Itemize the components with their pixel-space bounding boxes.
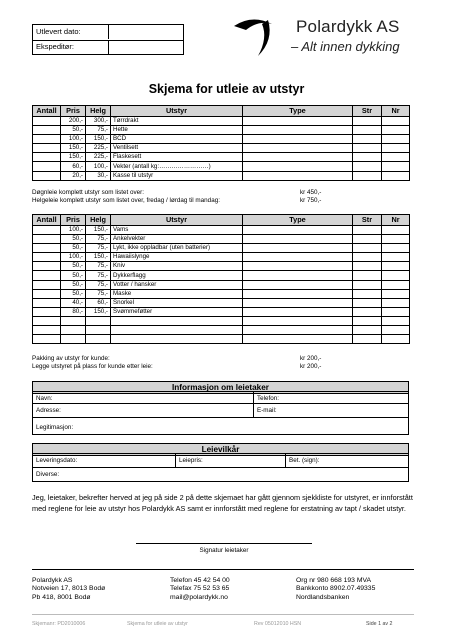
- type-cell[interactable]: [243, 226, 353, 235]
- antall-cell[interactable]: [33, 289, 61, 298]
- nr-cell[interactable]: [382, 171, 410, 180]
- pris-cell: 50,-: [61, 271, 86, 280]
- col-helg: Helg: [86, 106, 111, 117]
- table-row: [33, 298, 410, 307]
- helg-cell: 75,-: [86, 244, 111, 253]
- col-utstyr: Utstyr: [111, 215, 243, 226]
- antall-cell[interactable]: [33, 271, 61, 280]
- str-cell[interactable]: [353, 171, 382, 180]
- table-2-header-row: [33, 215, 410, 226]
- clerk-label: Ekspeditør:: [33, 40, 109, 54]
- str-cell[interactable]: [353, 117, 382, 126]
- antall-cell[interactable]: [33, 171, 61, 180]
- utstyr-cell: Kniv: [111, 262, 243, 271]
- antall-cell[interactable]: [33, 162, 61, 171]
- form-revision: Rev 05012010 HSN: [254, 621, 302, 627]
- pris-cell: 200,-: [61, 117, 86, 126]
- str-cell[interactable]: [353, 280, 382, 289]
- email-field[interactable]: [253, 403, 409, 418]
- utstyr-cell: Kasse til utstyr: [111, 171, 243, 180]
- price-field[interactable]: [175, 453, 286, 468]
- table-row: [33, 153, 410, 162]
- pris-cell: 150,-: [61, 153, 86, 162]
- nr-cell[interactable]: [382, 162, 410, 171]
- pris-cell: 60,-: [61, 162, 86, 171]
- helg-cell: 225,-: [86, 153, 111, 162]
- brand-tagline: – Alt innen dykking: [291, 39, 400, 54]
- col-str: Str: [353, 106, 382, 117]
- table-1-header-row: [33, 106, 410, 117]
- utstyr-cell: Flaskesett: [111, 153, 243, 162]
- type-cell[interactable]: [243, 235, 353, 244]
- footer-phone: Telefon 45 42 54 00: [170, 577, 230, 584]
- col-type: Type: [243, 215, 353, 226]
- helg-cell: 75,-: [86, 280, 111, 289]
- str-cell[interactable]: [353, 335, 382, 344]
- misc-field[interactable]: [32, 467, 409, 482]
- table-row: [33, 226, 410, 235]
- utstyr-cell: Snorkel: [111, 298, 243, 307]
- utstyr-cell: [111, 316, 243, 325]
- delivered-date-row[interactable]: [33, 25, 183, 41]
- delivery-date-label: Leveringsdato:: [36, 457, 78, 464]
- equipment-table-1: [32, 105, 410, 181]
- brand-name: Polardykk AS: [296, 17, 400, 36]
- utstyr-cell: Vekter (antall kg:……………………): [111, 162, 243, 171]
- pris-cell: 50,-: [61, 289, 86, 298]
- utstyr-cell: Maske: [111, 289, 243, 298]
- pris-cell: 50,-: [61, 244, 86, 253]
- antall-cell[interactable]: [33, 335, 61, 344]
- table-row: [33, 253, 410, 262]
- str-cell[interactable]: [353, 244, 382, 253]
- footer-org-nr: Org nr 980 668 193 MVA: [296, 577, 372, 584]
- utstyr-cell: Ankelvekter: [111, 235, 243, 244]
- antall-cell[interactable]: [33, 117, 61, 126]
- type-cell[interactable]: [243, 162, 353, 171]
- nr-cell[interactable]: [382, 262, 410, 271]
- utstyr-cell: Ventilsett: [111, 144, 243, 153]
- table-row: [33, 117, 410, 126]
- str-cell[interactable]: [353, 162, 382, 171]
- str-cell[interactable]: [353, 135, 382, 144]
- nr-cell[interactable]: [382, 235, 410, 244]
- signature-line[interactable]: [136, 543, 312, 544]
- equipment-table-2: [32, 214, 410, 344]
- helg-cell: 150,-: [86, 307, 111, 316]
- col-utstyr: Utstyr: [111, 106, 243, 117]
- page-title: Skjema for utleie av utstyr: [148, 82, 305, 96]
- footer-divider: [32, 569, 414, 570]
- helg-cell: [86, 316, 111, 325]
- helg-cell: 150,-: [86, 253, 111, 262]
- col-nr: Nr: [382, 106, 410, 117]
- utstyr-cell: Votter / hansker: [111, 280, 243, 289]
- nr-cell[interactable]: [382, 335, 410, 344]
- type-cell[interactable]: [243, 307, 353, 316]
- pris-cell: 50,-: [61, 280, 86, 289]
- table-row: [33, 235, 410, 244]
- table-row: [33, 126, 410, 135]
- id-field[interactable]: [32, 417, 409, 435]
- table-row: [33, 289, 410, 298]
- col-pris: Pris: [61, 215, 86, 226]
- type-cell[interactable]: [243, 289, 353, 298]
- paid-label: Bet. (sign):: [289, 457, 320, 464]
- helg-cell: 225,-: [86, 144, 111, 153]
- type-cell[interactable]: [243, 171, 353, 180]
- type-cell[interactable]: [243, 326, 353, 335]
- clerk-row[interactable]: [33, 40, 183, 54]
- utstyr-cell: Hawaiislynge: [111, 253, 243, 262]
- helg-cell: 150,-: [86, 226, 111, 235]
- table-row: [33, 335, 410, 344]
- antall-cell[interactable]: [33, 135, 61, 144]
- type-cell[interactable]: [243, 117, 353, 126]
- type-cell[interactable]: [243, 262, 353, 271]
- utstyr-cell: Vams: [111, 226, 243, 235]
- helg-cell: 30,-: [86, 171, 111, 180]
- utstyr-cell: Hette: [111, 126, 243, 135]
- footer-company-name: Polardykk AS: [32, 577, 73, 584]
- footer-company-pobox: Pb 418, 8001 Bodø: [32, 593, 91, 601]
- nr-cell[interactable]: [382, 144, 410, 153]
- day-package-price: kr 450,-: [300, 189, 322, 196]
- nr-cell[interactable]: [382, 226, 410, 235]
- nr-cell[interactable]: [382, 126, 410, 135]
- price-label: Leiepris:: [179, 457, 203, 464]
- pris-cell: 100,-: [61, 226, 86, 235]
- type-cell[interactable]: [243, 244, 353, 253]
- pris-cell: 100,-: [61, 135, 86, 144]
- nr-cell[interactable]: [382, 280, 410, 289]
- pris-cell: [61, 316, 86, 325]
- antall-cell[interactable]: [33, 316, 61, 325]
- str-cell[interactable]: [353, 307, 382, 316]
- table-row: [33, 271, 410, 280]
- address-field[interactable]: [32, 403, 254, 418]
- helg-cell: 75,-: [86, 262, 111, 271]
- footer-meta-divider: [32, 614, 414, 615]
- form-name: Skjema for utleie av utstyr: [127, 621, 188, 627]
- table-row: [33, 326, 410, 335]
- polardykk-logo-icon: [228, 16, 276, 60]
- antall-cell[interactable]: [33, 244, 61, 253]
- footer-company-address: Notveien 17, 8013 Bodø: [32, 585, 106, 593]
- packing-price: kr 200,-: [300, 355, 322, 362]
- helg-cell: 75,-: [86, 271, 111, 280]
- footer-company: [32, 577, 105, 602]
- email-label: E-mail:: [257, 407, 277, 414]
- col-antall: Antall: [33, 215, 61, 226]
- table-row: [33, 262, 410, 271]
- nr-cell[interactable]: [382, 244, 410, 253]
- col-nr: Nr: [382, 215, 410, 226]
- table-row: [33, 244, 410, 253]
- nr-cell[interactable]: [382, 316, 410, 325]
- antall-cell[interactable]: [33, 144, 61, 153]
- nr-cell[interactable]: [382, 289, 410, 298]
- str-cell[interactable]: [353, 262, 382, 271]
- helg-cell: 150,-: [86, 135, 111, 144]
- str-cell[interactable]: [353, 144, 382, 153]
- table-row: [33, 135, 410, 144]
- nr-cell[interactable]: [382, 326, 410, 335]
- placing-label: Legge utstyret på plass for kunde etter leie:: [32, 363, 153, 370]
- pris-cell: 80,-: [61, 307, 86, 316]
- address-label: Adresse:: [36, 407, 61, 414]
- utstyr-cell: Tørrdrakt: [111, 117, 243, 126]
- pris-cell: [61, 335, 86, 344]
- footer-contact: [170, 577, 230, 602]
- footer-bank-name: Nordlandsbanken: [296, 593, 350, 601]
- type-cell[interactable]: [243, 271, 353, 280]
- pris-cell: 50,-: [61, 262, 86, 271]
- col-helg: Helg: [86, 215, 111, 226]
- table-row: [33, 307, 410, 316]
- helg-cell: [86, 326, 111, 335]
- str-cell[interactable]: [353, 153, 382, 162]
- antall-cell[interactable]: [33, 307, 61, 316]
- helg-cell: 75,-: [86, 235, 111, 244]
- utstyr-cell: [111, 326, 243, 335]
- col-pris: Pris: [61, 106, 86, 117]
- nr-cell[interactable]: [382, 117, 410, 126]
- table-row: [33, 144, 410, 153]
- weekend-package-price: kr 750,-: [300, 197, 322, 204]
- delivery-info-box: [32, 24, 184, 55]
- table-row: [33, 171, 410, 180]
- type-cell[interactable]: [243, 135, 353, 144]
- delivery-date-field[interactable]: [32, 453, 176, 468]
- utstyr-cell: BCD: [111, 135, 243, 144]
- type-cell[interactable]: [243, 280, 353, 289]
- nr-cell[interactable]: [382, 253, 410, 262]
- type-cell[interactable]: [243, 253, 353, 262]
- signature-label: Signatur leietaker: [199, 547, 249, 554]
- footer-fax: Telefax 75 52 53 65: [170, 585, 230, 593]
- helg-cell: 300,-: [86, 117, 111, 126]
- table-row: [33, 162, 410, 171]
- phone-label: Telefon:: [257, 395, 280, 402]
- nr-cell[interactable]: [382, 298, 410, 307]
- col-antall: Antall: [33, 106, 61, 117]
- pris-cell: 50,-: [61, 235, 86, 244]
- utstyr-cell: [111, 335, 243, 344]
- str-cell[interactable]: [353, 253, 382, 262]
- footer-bank-account: Bankkonto 8902.07.49335: [296, 585, 376, 593]
- antall-cell[interactable]: [33, 153, 61, 162]
- footer-email[interactable]: mail@polardykk.no: [170, 593, 228, 601]
- helg-cell: 75,-: [86, 126, 111, 135]
- name-label: Navn:: [36, 395, 53, 402]
- type-cell[interactable]: [243, 298, 353, 307]
- nr-cell[interactable]: [382, 271, 410, 280]
- pris-cell: 100,-: [61, 253, 86, 262]
- str-cell[interactable]: [353, 326, 382, 335]
- str-cell[interactable]: [353, 126, 382, 135]
- pris-cell: [61, 326, 86, 335]
- str-cell[interactable]: [353, 289, 382, 298]
- misc-label: Diverse:: [36, 471, 60, 478]
- str-cell[interactable]: [353, 235, 382, 244]
- utstyr-cell: Lykt, ikke oppladbar (uten batterier): [111, 244, 243, 253]
- table-row: [33, 280, 410, 289]
- day-package-label: Døgnleie komplett utstyr som listet over:: [32, 189, 144, 196]
- type-cell[interactable]: [243, 316, 353, 325]
- weekend-package-label: Helgeleie komplett utstyr som listet over, fredag / lørdag til mandag:: [32, 197, 220, 204]
- id-label: Legitimasjon:: [36, 424, 74, 431]
- placing-price: kr 200,-: [300, 363, 322, 370]
- form-number: Skjemanr: PD2010006: [32, 621, 86, 627]
- utstyr-cell: Svømmeføtter: [111, 307, 243, 316]
- str-cell[interactable]: [353, 271, 382, 280]
- nr-cell[interactable]: [382, 307, 410, 316]
- type-cell[interactable]: [243, 126, 353, 135]
- antall-cell[interactable]: [33, 280, 61, 289]
- helg-cell: [86, 335, 111, 344]
- str-cell[interactable]: [353, 316, 382, 325]
- antall-cell[interactable]: [33, 226, 61, 235]
- pris-cell: 50,-: [61, 126, 86, 135]
- nr-cell[interactable]: [382, 153, 410, 162]
- antall-cell[interactable]: [33, 326, 61, 335]
- type-cell[interactable]: [243, 144, 353, 153]
- packing-label: Pakking av utstyr for kunde:: [32, 355, 110, 362]
- antall-cell[interactable]: [33, 298, 61, 307]
- helg-cell: 100,-: [86, 162, 111, 171]
- delivered-date-label: Utlevert dato:: [33, 25, 109, 39]
- terms-heading: Leievilkår: [32, 443, 409, 456]
- renter-info-heading: Informasjon om leietaker: [32, 381, 409, 394]
- antall-cell[interactable]: [33, 235, 61, 244]
- pris-cell: 40,-: [61, 298, 86, 307]
- str-cell[interactable]: [353, 298, 382, 307]
- paid-field[interactable]: [285, 453, 409, 468]
- footer-bank: [296, 577, 375, 602]
- pris-cell: 20,-: [61, 171, 86, 180]
- table-row: [33, 316, 410, 325]
- type-cell[interactable]: [243, 335, 353, 344]
- page-number: Side 1 av 2: [366, 621, 393, 627]
- nr-cell[interactable]: [382, 135, 410, 144]
- str-cell[interactable]: [353, 226, 382, 235]
- utstyr-cell: Dykkerflagg: [111, 271, 243, 280]
- antall-cell[interactable]: [33, 126, 61, 135]
- col-type: Type: [243, 106, 353, 117]
- col-str: Str: [353, 215, 382, 226]
- type-cell[interactable]: [243, 153, 353, 162]
- declaration-text: Jeg, leietaker, bekrefter herved at jeg på side 2 på dette skjemaet har gått gjennom sjekkliste for utstyret, er innforstått med reglene for leie av utstyr hos Polardykk AS samt er innforstått med reglene for erstatning av tapt / skadet utstyr.: [32, 493, 413, 513]
- pris-cell: 150,-: [61, 144, 86, 153]
- antall-cell[interactable]: [33, 253, 61, 262]
- helg-cell: 60,-: [86, 298, 111, 307]
- helg-cell: 75,-: [86, 289, 111, 298]
- antall-cell[interactable]: [33, 262, 61, 271]
